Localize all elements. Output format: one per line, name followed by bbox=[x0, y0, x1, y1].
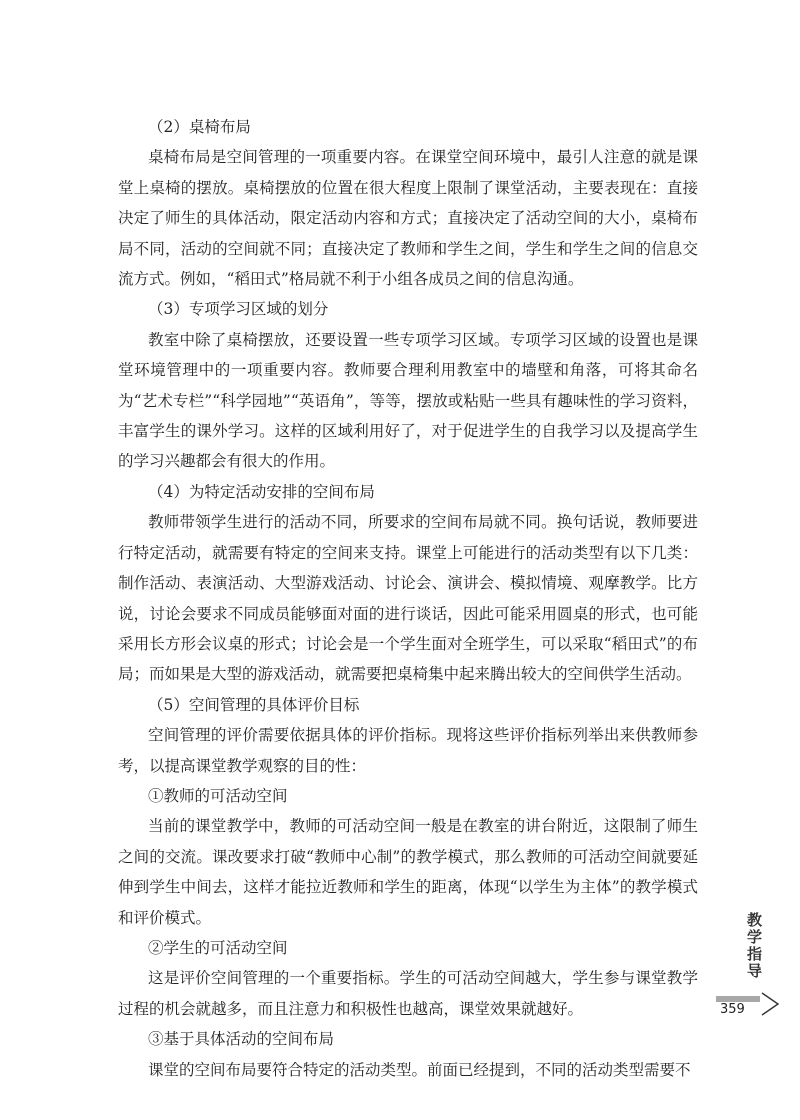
chevron-right-icon bbox=[758, 990, 782, 1018]
paragraph: 教师带领学生进行的活动不同，所要求的空间布局就不同。换句话说，教师要进行特定活动，就需要有特定的空间来支持。课堂上可能进行的活动类型有以下几类：制作活动、表演活动、大型游戏活动、讨论会、演讲会、模拟情境、观摩教学。比方说，讨论会要求不同成员能够面对面的进行谈话，因此可能采用圆桌的形式，也可能采用长方形会议桌的形式；讨论会是一个学生面对全班学生，可以采取“稻田式”的布局；而如果是大型的游戏活动，就需要把桌椅集中起来腾出较大的空间供学生活动。 bbox=[118, 513, 698, 684]
paragraph: 教室中除了桌椅摆放，还要设置一些专项学习区域。专项学习区域的设置也是课堂环境管理中的一项重要内容。教师要合理利用教室中的墙壁和角落，可将其命名为“艺术专栏”“科学园地”“英语角”，等等，摆放或粘贴一些具有趣味性的学习资料，丰富学生的课外学习。这样的区域利用好了，对于促进学生的自我学习以及提高学生的学习兴趣都会有很大的作用。 bbox=[118, 330, 698, 471]
subsection-heading: （4）为特定活动安排的空间布局 bbox=[148, 482, 375, 501]
item-heading: ①教师的可活动空间 bbox=[148, 786, 288, 805]
item-heading: ③基于具体活动的空间布局 bbox=[148, 1030, 335, 1049]
paragraph: 桌椅布局是空间管理的一项重要内容。在课堂空间环境中，最引人注意的就是课堂上桌椅的摆放。桌椅摆放的位置在很大程度上限制了课堂活动，主要表现在：直接决定了师生的具体活动，限定活动内容和方式；直接决定了活动空间的大小，桌椅布局不同，活动的空间就不同；直接决定了教师和学生之间，学生和学生之间的信息交流方式。例如，“稻田式”格局就不利于小组各成员之间的信息沟通。 bbox=[118, 148, 698, 289]
section-side-label: 教学指导 bbox=[745, 912, 763, 980]
paragraph: 这是评价空间管理的一个重要指标。学生的可活动空间越大，学生参与课堂教学过程的机会就越多，而且注意力和积极性也越高，课堂效果就越好。 bbox=[118, 969, 698, 1018]
subsection-heading: （5）空间管理的具体评价目标 bbox=[148, 695, 360, 714]
subsection-heading: （2）桌椅布局 bbox=[148, 118, 251, 136]
paragraph: 当前的课堂教学中，教师的可活动空间一般是在教室的讲台附近，这限制了师生之间的交流。课改要求打破“教师中心制”的教学模式，那么教师的可活动空间就要延伸到学生中间去，这样才能拉近教师和学生的距离，体现“以学生为主体”的教学模式和评价模式。 bbox=[118, 817, 698, 927]
page-number-marker bbox=[708, 990, 778, 1022]
subsection-heading: （3）专项学习区域的划分 bbox=[148, 300, 329, 319]
page-content bbox=[118, 112, 698, 1085]
item-heading: ②学生的可活动空间 bbox=[148, 938, 288, 957]
paragraph: 课堂的空间布局要符合特定的活动类型。前面已经提到，不同的活动类型需要不 bbox=[148, 1060, 691, 1079]
paragraph: 空间管理的评价需要依据具体的评价指标。现将这些评价指标列举出来供教师参考，以提高课堂教学观察的目的性： bbox=[118, 726, 698, 775]
page-number: 359 bbox=[720, 1002, 745, 1017]
